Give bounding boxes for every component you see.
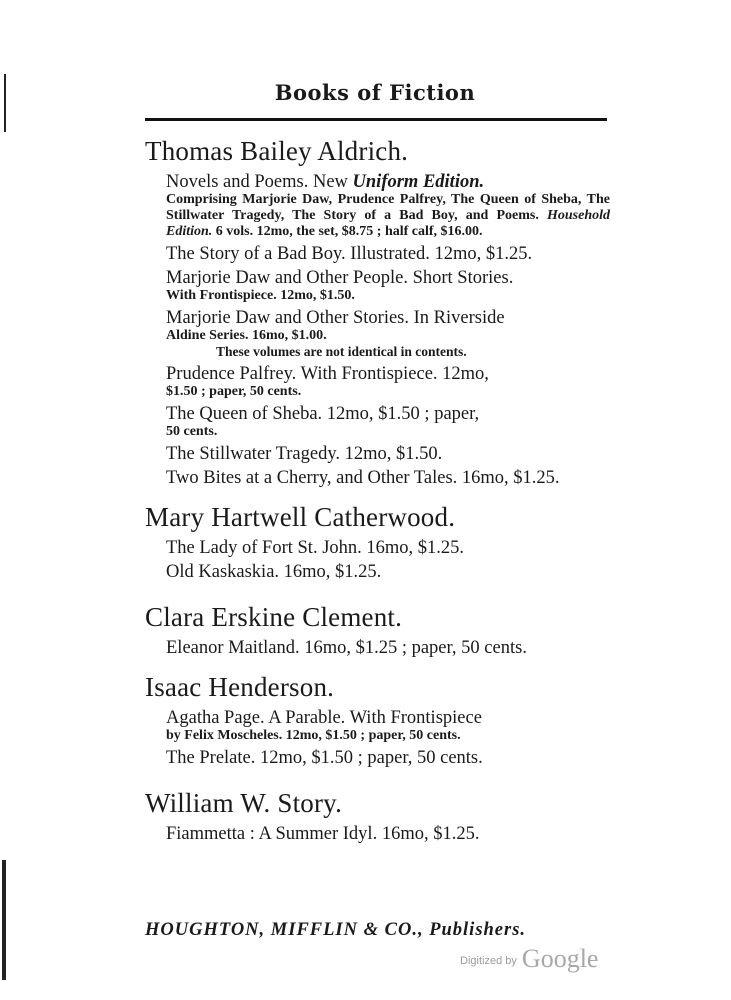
book-list (145, 172, 610, 488)
book-entry (166, 244, 610, 264)
book-title: Fiammetta : A Summer Idyl. 16mo, $1.25. (166, 824, 480, 844)
digitized-label: Digitized by (460, 955, 517, 967)
scan-mark-top (4, 74, 6, 132)
book-entry (166, 562, 610, 582)
book-entry (166, 468, 610, 488)
book-entry (166, 404, 610, 440)
page-header: Books of Fiction (274, 80, 476, 105)
catalog-content (145, 136, 610, 858)
book-title: The Stillwater Tragedy. 12mo, $1.50. (166, 444, 443, 464)
book-entry (166, 444, 610, 464)
book-title: Two Bites at a Cherry, and Other Tales. 16mo, $1.25. (166, 468, 560, 488)
book-entry (166, 538, 610, 558)
publisher-imprint: HOUGHTON, MIFFLIN & CO., Publishers. (145, 920, 527, 940)
book-details: Aldine Series. 16mo, $1.00. (166, 328, 327, 343)
book-entry (166, 638, 610, 658)
book-entry (166, 268, 610, 304)
book-entry (166, 824, 610, 844)
author-name: Clara Erskine Clement. (145, 602, 403, 632)
book-details: by Felix Moscheles. 12mo, $1.50 ; paper, 50 cents. (166, 728, 461, 743)
book-title-line (166, 172, 610, 192)
book-title: Marjorie Daw and Other People. Short Stories. (166, 268, 514, 288)
book-details: $1.50 ; paper, 50 cents. (166, 384, 302, 399)
book-details: 50 cents. (166, 424, 218, 439)
book-title: Prudence Palfrey. With Frontispiece. 12mo, (166, 364, 489, 384)
book-title: Eleanor Maitland. 16mo, $1.25 ; paper, 50 cents. (166, 638, 527, 658)
book-entry (166, 748, 610, 768)
author-section-catherwood (145, 502, 610, 582)
book-entry (166, 308, 610, 360)
book-title: The Story of a Bad Boy. Illustrated. 12mo, $1.25. (166, 244, 533, 264)
author-section-story (145, 788, 610, 844)
book-list (145, 824, 610, 844)
book-note: These volumes are not identical in contents. (216, 344, 467, 359)
book-title: The Queen of Sheba. 12mo, $1.50 ; paper, (166, 404, 480, 424)
book-details: With Frontispiece. 12mo, $1.50. (166, 288, 355, 303)
book-entry (166, 364, 610, 400)
edition-label: Household Edition. (166, 208, 610, 239)
book-title: Novels and Poems. New (166, 172, 353, 192)
book-list (145, 638, 610, 658)
book-details-text: Comprising Marjorie Daw, Prudence Palfrey, The Queen of Sheba, The Stillwater Tragedy, The Story of a Bad Boy, and Poems. (166, 192, 610, 223)
book-title: Old Kaskaskia. 16mo, $1.25. (166, 562, 382, 582)
book-title: The Prelate. 12mo, $1.50 ; paper, 50 cents. (166, 748, 483, 768)
author-section-clement (145, 602, 610, 658)
digitized-watermark (460, 944, 598, 974)
edition-label: Uniform Edition. (352, 172, 485, 192)
google-logo: Google (521, 944, 599, 973)
author-name: Isaac Henderson. (145, 672, 335, 702)
author-name: Mary Hartwell Catherwood. (145, 502, 456, 532)
book-details (166, 192, 610, 240)
author-section-aldrich (145, 136, 610, 488)
book-title: Agatha Page. A Parable. With Frontispiece (166, 708, 482, 728)
author-name: William W. Story. (145, 788, 343, 818)
author-name: Thomas Bailey Aldrich. (145, 136, 409, 166)
book-price: 6 vols. 12mo, the set, $8.75 ; half calf, $16.00. (212, 224, 483, 239)
book-list (145, 708, 610, 768)
book-entry (166, 172, 610, 240)
author-section-henderson (145, 672, 610, 768)
book-title: The Lady of Fort St. John. 16mo, $1.25. (166, 538, 465, 558)
book-list (145, 538, 610, 582)
book-title: Marjorie Daw and Other Stories. In Riverside (166, 308, 505, 328)
scan-mark-bottom (2, 860, 6, 980)
header-rule (145, 118, 607, 121)
book-entry (166, 708, 610, 744)
